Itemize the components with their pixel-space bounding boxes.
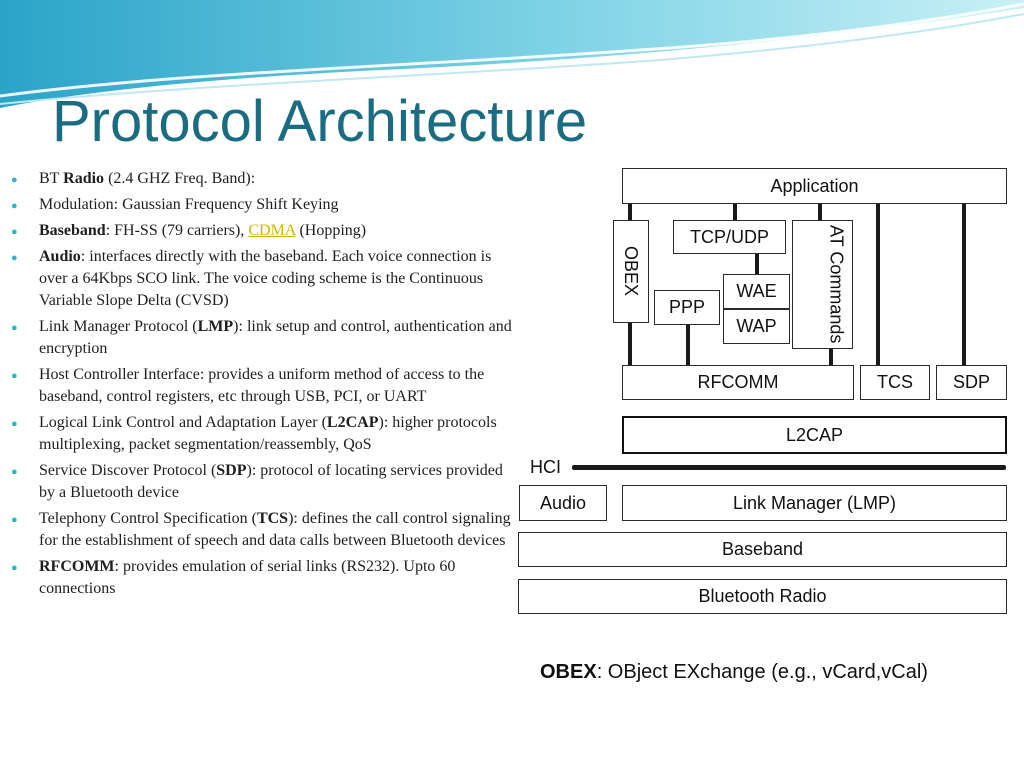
ppp-layer: PPP [654, 290, 720, 325]
connector-line [876, 203, 880, 365]
bullet-icon: ● [11, 418, 18, 430]
bullet-icon: ● [11, 370, 18, 382]
connector-line [755, 253, 759, 274]
bullet-text: ): defines the call control signaling for the establishment of speech and data calls between Bluetooth devices [39, 510, 511, 549]
bullet-bold: TCS [256, 510, 289, 527]
obex-layer [613, 220, 649, 323]
bullet-bold: LMP [197, 318, 234, 335]
page-title: Protocol Architecture [52, 89, 588, 154]
connector-line [628, 203, 632, 220]
bullet-icon: ● [11, 514, 18, 526]
at-commands-label: AT Commands [826, 225, 847, 344]
connector-line [628, 322, 632, 365]
bullet-icon: ● [11, 466, 18, 478]
sdp-layer: SDP [936, 365, 1007, 400]
bullet-text: (2.4 GHZ Freq. Band): [104, 170, 256, 187]
bullet-icon: ● [11, 174, 18, 186]
hci-label: HCI [530, 457, 561, 477]
bullet-text: ): protocol of locating services provided by a Bluetooth device [39, 462, 503, 501]
bullet-text: (Hopping) [295, 222, 367, 239]
bullet-text: Modulation: Gaussian Frequency Shift Keying [39, 196, 339, 213]
bullet-icon: ● [11, 226, 18, 238]
bullet-text: : provides emulation of serial links (RS232). Upto 60 connections [39, 558, 456, 597]
connector-line [733, 203, 737, 220]
connector-line [962, 203, 966, 365]
bullet-text: BT [39, 170, 64, 187]
l2cap-layer: L2CAP [622, 416, 1007, 454]
bullet-bold: SDP [216, 462, 247, 479]
baseband-layer: Baseband [518, 532, 1007, 567]
audio-layer: Audio [519, 485, 607, 521]
bullet-text: : FH-SS (79 carriers), [105, 222, 249, 239]
bullet-text: Telephony Control Specification ( [39, 510, 257, 527]
bluetooth-radio-layer: Bluetooth Radio [518, 579, 1007, 614]
footnote-definition: : OBject EXchange (e.g., vCard,vCal) [596, 661, 928, 683]
footnote-term: OBEX [540, 661, 597, 683]
bullet-text: ): higher protocols multiplexing, packet segmentation/reassembly, QoS [39, 414, 497, 453]
application-layer: Application [622, 168, 1007, 204]
cdma-link[interactable]: CDMA [248, 222, 296, 239]
bullet-icon: ● [11, 562, 18, 574]
bullet-bold: L2CAP [326, 414, 379, 431]
lmp-layer: Link Manager (LMP) [622, 485, 1007, 521]
connector-line [818, 203, 822, 220]
tcp-udp-layer: TCP/UDP [673, 220, 786, 254]
bullet-bold: Baseband [39, 222, 106, 239]
bullet-text: Host Controller Interface: provides a uniform method of access to the baseband, control registers, etc through USB, PCI, or UART [39, 366, 485, 405]
tcs-layer: TCS [860, 365, 930, 400]
obex-label: OBEX [621, 246, 641, 297]
bullet-text: Service Discover Protocol ( [39, 462, 217, 479]
wap-layer: WAP [723, 309, 790, 344]
bullet-icon: ● [11, 322, 18, 334]
wae-layer: WAE [723, 274, 790, 309]
rfcomm-layer: RFCOMM [622, 365, 854, 400]
connector-line [829, 348, 833, 365]
bullet-bold: Audio [39, 248, 81, 265]
bullet-text: ): link setup and control, authentication and encryption [39, 318, 512, 357]
bullet-bold: Radio [63, 170, 105, 187]
at-commands-layer [792, 220, 853, 349]
bullet-icon: ● [11, 252, 18, 264]
obex-footnote [540, 661, 928, 684]
bullet-bold: RFCOMM [39, 558, 115, 575]
bullet-icon: ● [11, 200, 18, 212]
hci-boundary-line [572, 465, 1006, 470]
bullet-text: : interfaces directly with the baseband. Each voice connection is over a 64Kbps SCO link. The voice coding scheme is the Continuous Variable Slope Delta (CVSD) [39, 248, 492, 309]
bullet-text: Link Manager Protocol ( [39, 318, 198, 335]
bullet-text: Logical Link Control and Adaptation Layer ( [39, 414, 327, 431]
connector-line [686, 322, 690, 365]
